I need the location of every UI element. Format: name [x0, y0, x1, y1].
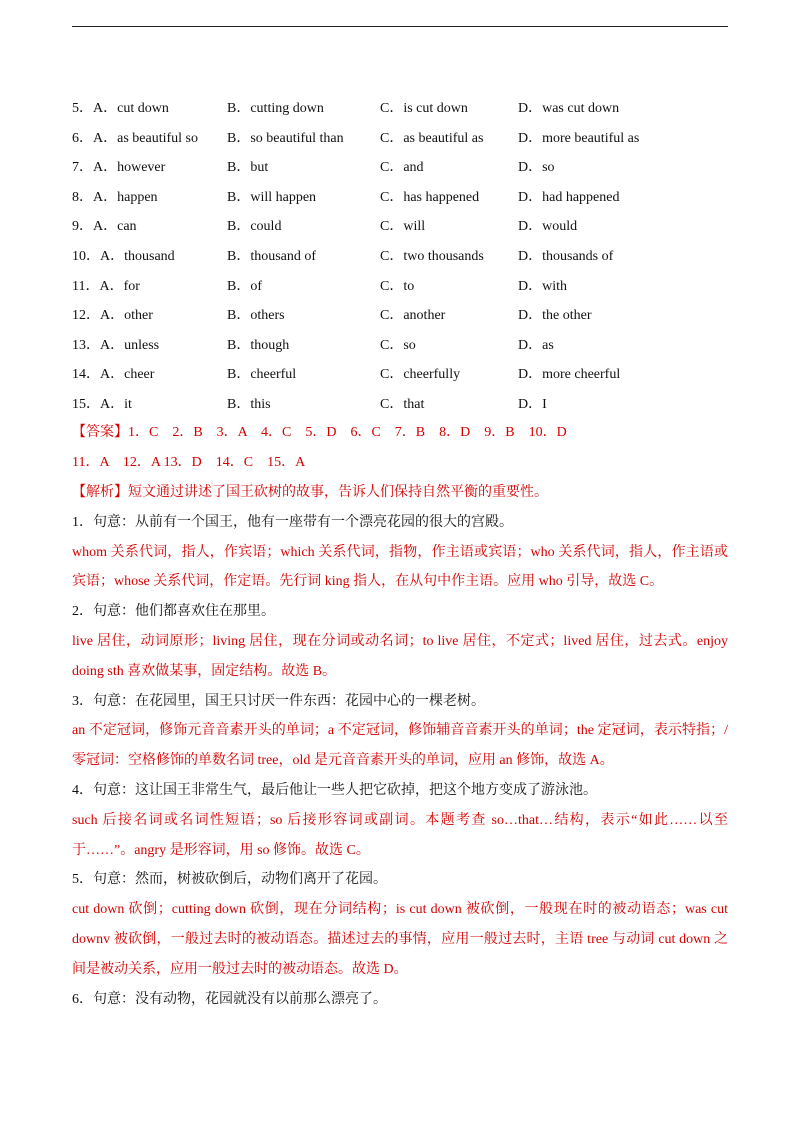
option-c: C．two thousands: [380, 248, 484, 264]
option-b: B．of: [227, 278, 262, 294]
option-c: C．that: [380, 396, 425, 412]
option-d: D．so: [518, 160, 555, 176]
analysis-section: [72, 478, 728, 1014]
option-a: 8．A．happen: [72, 189, 158, 205]
option-d: D．more cheerful: [518, 367, 621, 383]
option-a: 5．A．cut down: [72, 101, 169, 116]
option-a: 15．A．it: [72, 396, 132, 412]
option-a: 10．A．thousand: [72, 248, 175, 264]
option-c: C．so: [380, 337, 416, 353]
option-a: 13．A．unless: [72, 337, 160, 353]
option-a: 11．A．for: [72, 278, 140, 294]
option-b: B．cheerful: [227, 367, 297, 383]
option-list: [72, 94, 732, 420]
option-d: D．as: [518, 337, 554, 353]
analysis-intro: 【解析】短文通过讲述了国王砍树的故事，告诉人们保持自然平衡的重要性。: [72, 485, 548, 500]
option-d: D．had happened: [518, 189, 620, 205]
question-row-7: [72, 153, 732, 183]
option-b: B．this: [227, 396, 271, 412]
option-c: C．another: [380, 308, 446, 324]
item-3-meaning: 3．句意：在花园里，国王只讨厌一件东西：花园中心的一棵老树。: [72, 693, 485, 709]
option-d: D．I: [518, 396, 547, 412]
item-5-explanation: cut down 砍倒；cutting down 砍倒，现在分词结构；is cut down 被砍倒，一般现在时的被动语态；was cut downv 被砍倒，一般过去时的被动语态。描述过去的事情，应用一般过去时，主语 tree 与动词 cut down 之间是被动关系，应用一般过去时的被动语态。故选 D。: [72, 902, 728, 977]
option-a: 7．A．however: [72, 160, 166, 176]
item-3-explanation: an 不定冠词，修饰元音音素开头的单词；a 不定冠词，修饰辅音音素开头的单词；the 定冠词，表示特指；/零冠词：空格修饰的单数名词 tree，old 是元音音素开头的单词，应用 an 修饰，故选 A。: [72, 723, 728, 769]
item-6-meaning: 6．句意：没有动物，花园就没有以前那么漂亮了。: [72, 991, 387, 1007]
item-2-meaning: 2．句意：他们都喜欢住在那里。: [72, 604, 275, 620]
option-b: B．but: [227, 160, 269, 176]
item-5-meaning: 5．句意：然而，树被砍倒后，动物们离开了花园。: [72, 872, 387, 888]
option-b: B．others: [227, 308, 285, 324]
question-row-14: [72, 360, 732, 390]
question-row-5: [72, 94, 732, 124]
question-row-8: [72, 183, 732, 213]
option-b: B．will happen: [227, 189, 317, 205]
item-4-meaning: 4．句意：这让国王非常生气，最后他让一些人把它砍掉，把这个地方变成了游泳池。: [72, 782, 597, 798]
option-d: D．more beautiful as: [518, 130, 640, 146]
option-c: C．and: [380, 160, 424, 176]
answer-key: [72, 418, 732, 477]
option-a: 14．A．cheer: [72, 367, 155, 383]
option-a: 12．A．other: [72, 308, 153, 324]
option-c: C．cheerfully: [380, 367, 461, 383]
option-c: C．to: [380, 278, 415, 294]
item-1-meaning: 1．句意：从前有一个国王，他有一座带有一个漂亮花园的很大的宫殿。: [72, 514, 513, 530]
option-d: D．was cut down: [518, 101, 620, 116]
question-row-9: [72, 212, 732, 242]
question-row-15: [72, 390, 732, 420]
option-c: C．as beautiful as: [380, 130, 484, 146]
question-row-12: [72, 301, 732, 331]
option-b: B．thousand of: [227, 248, 317, 264]
answer-line-2: 11．A 12．A 13．D 14．C 15．A: [72, 454, 306, 470]
option-b: B．so beautiful than: [227, 130, 344, 146]
question-row-11: [72, 272, 732, 302]
option-a: 6．A．as beautiful so: [72, 130, 198, 146]
option-b: B．could: [227, 219, 282, 235]
item-1-explanation: whom 关系代词，指人，作宾语；which 关系代词，指物，作主语或宾语；who 关系代词，指人，作主语或宾语；whose 关系代词，作定语。先行词 king 指人，在从句中作主语。应用 who 引导，故选 C。: [72, 544, 728, 590]
option-c: C．will: [380, 219, 426, 235]
option-b: B．though: [227, 337, 290, 353]
option-d: D．would: [518, 219, 578, 235]
item-4-explanation: such 后接名词或名词性短语；so 后接形容词或副词。本题考查 so…that…结构，表示“如此……以至于……”。angry 是形容词，用 so 修饰。故选 C。: [72, 812, 728, 858]
option-d: D．the other: [518, 308, 592, 324]
option-d: D．with: [518, 278, 567, 294]
question-row-10: [72, 242, 732, 272]
option-c: C．has happened: [380, 189, 480, 205]
option-b: B．cutting down: [227, 101, 324, 116]
header-rule: [72, 26, 728, 27]
option-a: 9．A．can: [72, 219, 137, 235]
option-c: C．is cut down: [380, 101, 468, 116]
question-row-13: [72, 331, 732, 361]
option-d: D．thousands of: [518, 248, 614, 264]
item-2-explanation: live 居住，动词原形；living 居住，现在分词或动名词；to live 居住，不定式；lived 居住，过去式。enjoy doing sth 喜欢做某事，固定结构。故选 B。: [72, 633, 728, 679]
question-row-6: [72, 124, 732, 154]
answer-line-1: 【答案】1．C 2．B 3．A 4．C 5．D 6．C 7．B 8．D 9．B 10．D: [72, 425, 567, 440]
